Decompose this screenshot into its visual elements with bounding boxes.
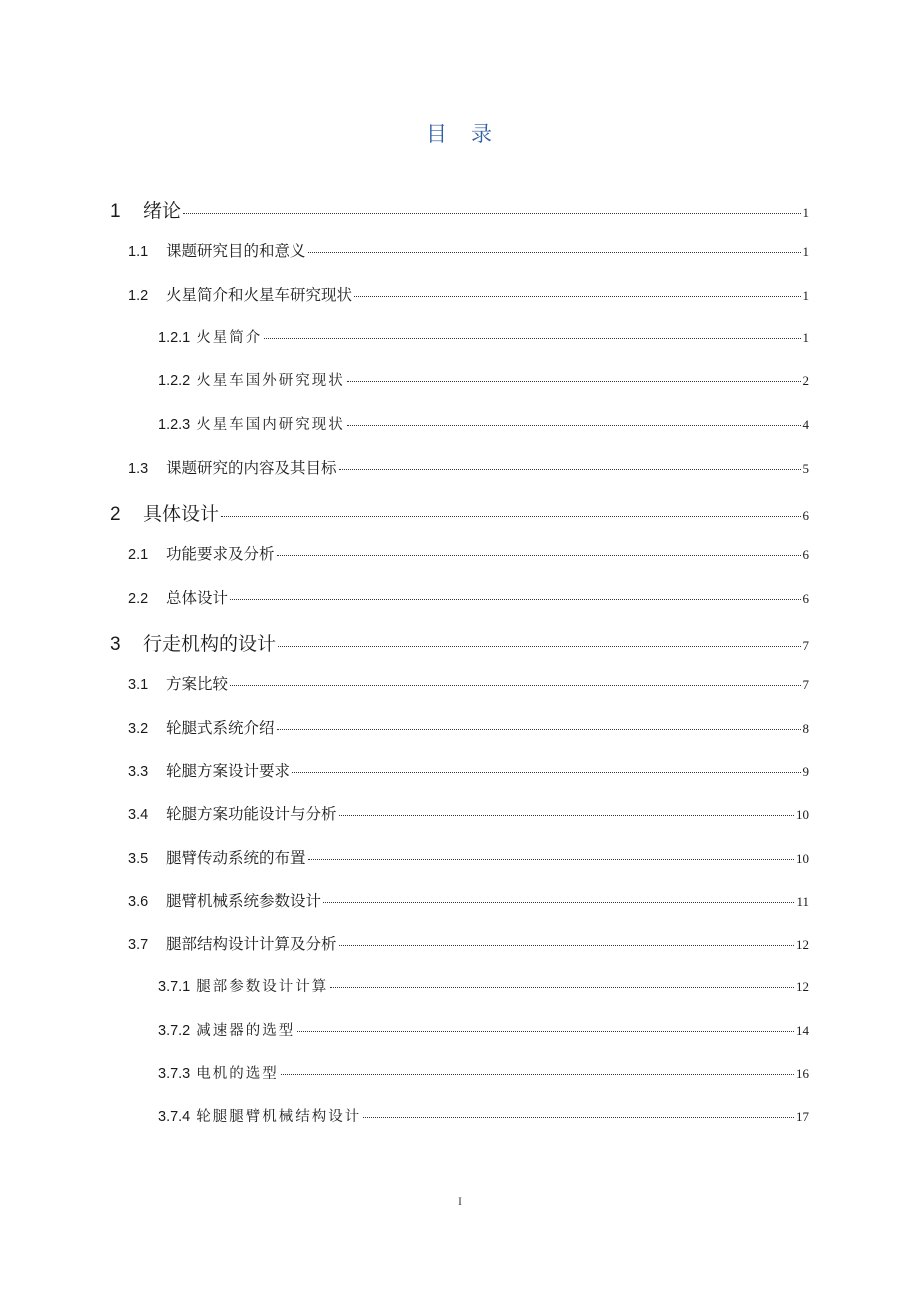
dot-leader [308, 859, 794, 860]
dot-leader [330, 987, 794, 988]
dot-leader [297, 1031, 794, 1032]
toc-title-part1: 目 [426, 122, 449, 146]
dot-leader [363, 1117, 794, 1118]
dot-leader [354, 296, 800, 297]
toc-entry[interactable] [128, 716, 809, 746]
dot-leader [183, 213, 800, 214]
toc-entry-number: 3.7.4 [158, 1109, 191, 1126]
toc-entry-number: 2.1 [128, 547, 149, 564]
dot-leader [277, 555, 801, 556]
dot-leader [277, 729, 801, 730]
toc-entry-title: 总体设计 [166, 588, 229, 607]
dot-leader [308, 252, 801, 253]
toc-entry[interactable] [158, 1062, 809, 1092]
dot-leader [292, 772, 800, 773]
toc-entry[interactable] [158, 326, 809, 356]
toc-entry-title: 绪论 [143, 200, 182, 222]
toc-entry-page: 17 [796, 1109, 809, 1125]
toc-entry-page: 1 [802, 287, 809, 303]
toc-entry-number: 1.2.1 [158, 329, 191, 346]
toc-entry[interactable] [158, 413, 809, 443]
toc-entry-page: 1 [802, 205, 809, 220]
toc-entry-title: 轮腿方案设计要求 [166, 761, 291, 780]
toc-entry-number: 1.2.3 [158, 416, 191, 433]
dot-leader [278, 646, 800, 647]
toc-entry-number: 1 [110, 201, 121, 222]
toc-entry-number: 2 [110, 504, 121, 526]
toc-entry-title: 课题研究的内容及其目标 [166, 458, 337, 477]
dot-leader [264, 338, 800, 339]
toc-entry-title: 火星简介 [196, 329, 263, 346]
toc-entry-title: 轮腿式系统介绍 [166, 718, 275, 737]
dot-leader [339, 945, 794, 946]
toc-entry-title: 行走机构的设计 [143, 633, 277, 655]
toc-entry[interactable] [128, 889, 809, 919]
dot-leader [323, 902, 794, 903]
toc-entry-number: 3.1 [128, 677, 149, 694]
dot-leader [281, 1074, 794, 1075]
toc-entry-number: 1.2.2 [158, 373, 191, 390]
toc-entry[interactable] [128, 759, 809, 789]
dot-leader [339, 469, 801, 470]
toc-entry-number: 3 [110, 634, 121, 655]
toc-entry[interactable] [128, 846, 809, 876]
toc-entry[interactable] [128, 932, 809, 962]
toc-entry-number: 1.2 [128, 287, 149, 304]
toc-entry-title: 具体设计 [143, 503, 220, 526]
toc-entry-page: 16 [796, 1066, 809, 1081]
page-number-footer: I [458, 1194, 462, 1208]
toc-entry-number: 2.2 [128, 590, 149, 607]
toc-entry[interactable] [128, 586, 809, 616]
toc-entry-page: 12 [796, 979, 809, 995]
toc-entry[interactable] [110, 196, 809, 226]
toc-entry[interactable] [158, 369, 809, 399]
toc-entry[interactable] [128, 802, 809, 832]
toc-entry-page: 9 [802, 763, 809, 779]
toc-entry-title: 火星简介和火星车研究现状 [166, 285, 353, 304]
toc-entry-number: 3.7.2 [158, 1022, 191, 1039]
toc-entry[interactable] [128, 672, 809, 702]
toc-entry-page: 11 [796, 893, 809, 909]
toc-entry-page: 10 [796, 807, 809, 823]
toc-entry-title: 腿部参数设计计算 [196, 979, 329, 996]
toc-entry-page: 12 [796, 937, 809, 953]
toc-entry-title: 课题研究目的和意义 [166, 242, 306, 261]
toc-entry-title: 减速器的选型 [196, 1022, 296, 1039]
toc-entry-number: 3.7 [128, 937, 149, 954]
dot-leader [230, 685, 800, 686]
toc-title-part2: 录 [471, 122, 494, 146]
toc-entry-title: 轮腿方案功能设计与分析 [166, 805, 337, 824]
toc-entry-page: 8 [802, 720, 809, 736]
toc-entry-title: 轮腿腿臂机械结构设计 [196, 1109, 362, 1126]
toc-entry-number: 3.3 [128, 763, 149, 780]
toc-entry[interactable] [128, 542, 809, 572]
toc-entry[interactable] [158, 1105, 809, 1135]
toc-entry[interactable] [110, 629, 809, 659]
toc-entry-page: 4 [802, 416, 809, 432]
toc-entry-page: 2 [802, 373, 809, 389]
toc-entry[interactable] [110, 499, 809, 529]
toc-entry-title: 火星车国内研究现状 [196, 416, 345, 433]
dot-leader [221, 516, 800, 517]
toc-entry-page: 6 [802, 547, 809, 563]
toc-entry-title: 电机的选型 [196, 1066, 279, 1082]
dot-leader [230, 599, 800, 600]
toc-entry-title: 腿部结构设计计算及分析 [166, 935, 337, 954]
toc-entry-title: 功能要求及分析 [166, 545, 275, 564]
toc-entry-page: 1 [802, 244, 809, 260]
toc-entry-title: 方案比较 [166, 675, 229, 694]
toc-entry-page: 1 [802, 329, 809, 345]
toc-entry-title: 腿臂传动系统的布置 [166, 848, 306, 867]
toc-entry-number: 1.3 [128, 460, 149, 477]
toc-entry[interactable] [158, 1019, 809, 1049]
toc-entry[interactable] [128, 283, 809, 313]
toc-title [0, 118, 920, 148]
toc-entry-number: 3.7.1 [158, 979, 191, 996]
toc-entry-page: 10 [796, 850, 809, 866]
toc-entry-number: 3.5 [128, 850, 149, 867]
toc-entry-title: 火星车国外研究现状 [196, 373, 345, 390]
toc-entry[interactable] [158, 975, 809, 1005]
toc-entry-number: 1.1 [128, 244, 149, 261]
toc-entry-page: 14 [796, 1022, 809, 1038]
toc-entry-page: 6 [802, 590, 809, 606]
toc-entry-number: 3.7.3 [158, 1066, 191, 1082]
toc-entry-page: 6 [802, 508, 809, 524]
toc-entry-number: 3.2 [128, 720, 149, 737]
toc-entry-page: 5 [802, 460, 809, 476]
toc-entry-number: 3.4 [128, 807, 149, 824]
toc-entry-number: 3.6 [128, 893, 149, 910]
toc-entry[interactable] [128, 239, 809, 269]
dot-leader [347, 425, 801, 426]
toc-entry-page: 7 [802, 638, 809, 653]
toc-entry[interactable] [128, 456, 809, 486]
toc-entry-title: 腿臂机械系统参数设计 [166, 891, 322, 910]
toc-entry-page: 7 [802, 677, 809, 693]
dot-leader [347, 381, 801, 382]
dot-leader [339, 815, 794, 816]
